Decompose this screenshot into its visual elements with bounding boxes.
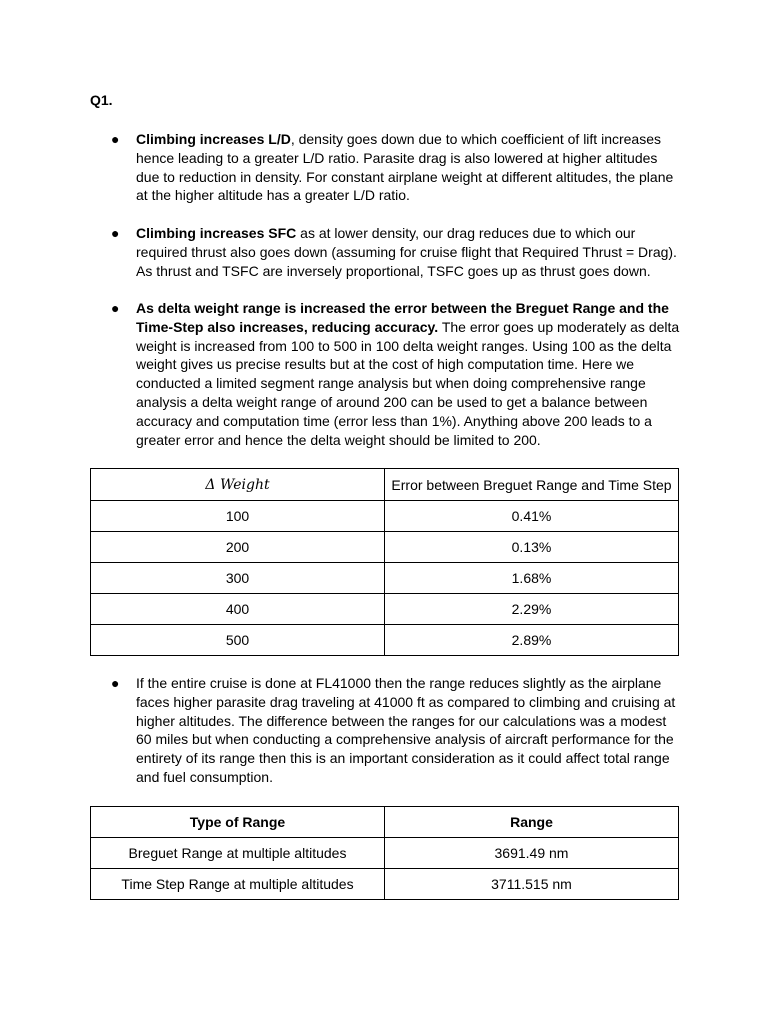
cell-range-type: Time Step Range at multiple altitudes (91, 869, 385, 900)
bullet-ld-text: , density goes down due to which coefficient of lift increases hence leading to a greater L/D ratio. Parasite drag is also lowered at higher altitudes due to reduction in density. For constant airplane weight at different altitudes, the plane at the higher altitude has a greater L/D ratio. (136, 131, 674, 204)
bullet-sfc (111, 224, 681, 280)
table-row (91, 532, 679, 563)
question-label: Q1. (90, 92, 113, 108)
bullet-marker: ● (111, 675, 120, 691)
bullet-fl41000 (111, 674, 681, 787)
bullet-marker: ● (111, 131, 120, 147)
error-table (90, 468, 679, 656)
cell-error: 2.89% (385, 625, 679, 656)
cell-error: 1.68% (385, 563, 679, 594)
bullet-marker: ● (111, 225, 120, 241)
table-row (91, 838, 679, 869)
cell-error: 0.41% (385, 501, 679, 532)
bullet-delta-weight (111, 299, 681, 449)
bullet-sfc-bold: Climbing increases SFC (136, 225, 297, 241)
bullet-sfc-text: as at lower density, our drag reduces due to which our required thrust also goes down (assuming for cruise flight that Required Thrust = Drag). As thrust and TSFC are inversely proportional, TSFC goes up as thrust goes down. (136, 225, 677, 279)
table-row (91, 625, 679, 656)
col-header-range: Range (385, 807, 679, 838)
range-table-header (91, 807, 679, 838)
table-row (91, 869, 679, 900)
bullet-fl41000-text: If the entire cruise is done at FL41000 then the range reduces slightly as the airplane faces higher parasite drag traveling at 41000 ft as compared to climbing and cruising at higher altitudes. The difference between the ranges for our calculations was a modest 60 miles but when conducting a comprehensive analysis of aircraft performance for the entirety of its range then this is an important consideration as it could affect total range and fuel consumption. (136, 675, 676, 785)
col-header-error: Error between Breguet Range and Time Step (385, 469, 679, 501)
bullet-delta-weight-bold: As delta weight range is increased the error between the Breguet Range and the Time-Step also increases, reducing accuracy. (136, 300, 669, 335)
cell-range-value: 3711.515 nm (385, 869, 679, 900)
cell-delta-weight: 300 (91, 563, 385, 594)
cell-range-value: 3691.49 nm (385, 838, 679, 869)
bullet-marker: ● (111, 300, 120, 316)
table-row (91, 594, 679, 625)
cell-error: 0.13% (385, 532, 679, 563)
bullet-ld (111, 130, 681, 205)
table-row (91, 563, 679, 594)
error-table-header (91, 469, 679, 501)
cell-delta-weight: 100 (91, 501, 385, 532)
col-header-delta-weight: Δ Weight (91, 469, 385, 501)
cell-delta-weight: 400 (91, 594, 385, 625)
cell-delta-weight: 200 (91, 532, 385, 563)
col-header-type-of-range: Type of Range (91, 807, 385, 838)
cell-range-type: Breguet Range at multiple altitudes (91, 838, 385, 869)
bullet-delta-weight-text: The error goes up moderately as delta weight is increased from 100 to 500 in 100 delta weight ranges. Using 100 as the delta weight gives us precise results but at the cost of high computation time. Here we conducted a limited segment range analysis but when doing comprehensive range analysis a delta weight range of around 200 can be used to get a balance between accuracy and computation time (error less than 1%). Anything above 200 leads to a greater error and hence the delta weight should be limited to 200. (136, 318, 680, 448)
cell-error: 2.29% (385, 594, 679, 625)
cell-delta-weight: 500 (91, 625, 385, 656)
bullet-ld-bold: Climbing increases L/D (136, 131, 291, 147)
table-row (91, 501, 679, 532)
range-table (90, 806, 679, 900)
